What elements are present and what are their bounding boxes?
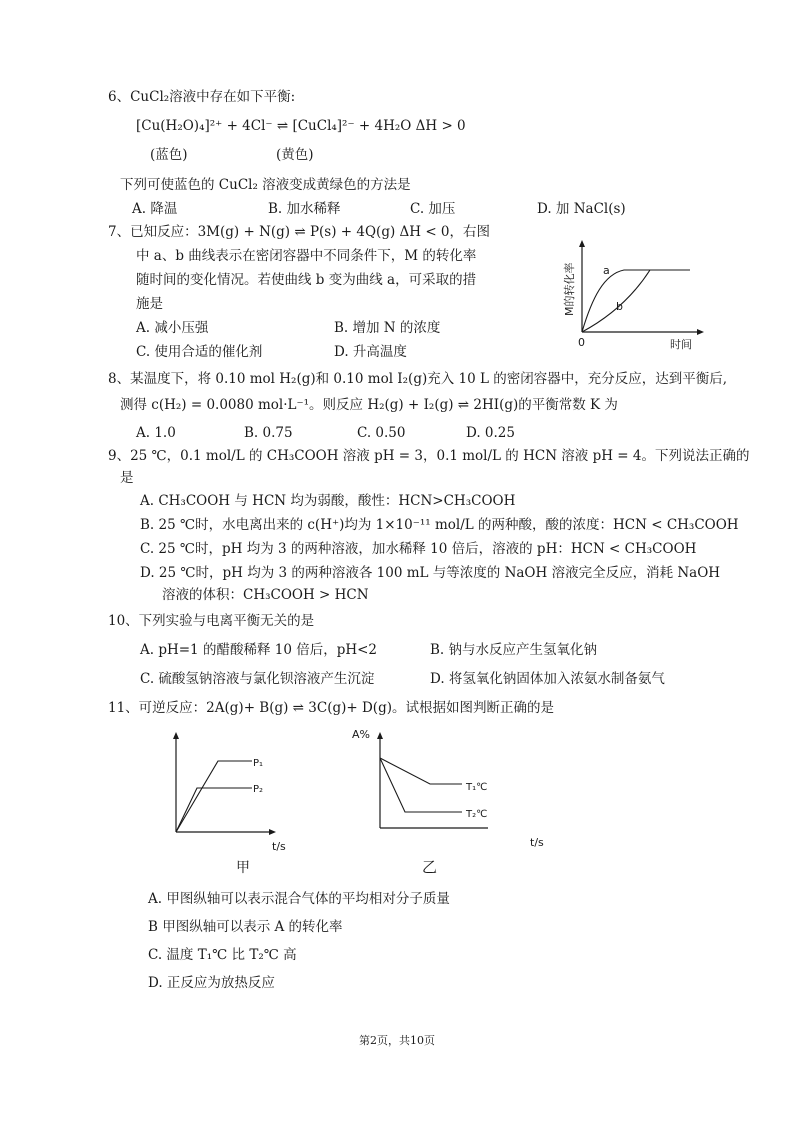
q9-line2: 是 — [120, 470, 134, 486]
q6-equation: [Cu(H₂O)₄]²⁺ + 4Cl⁻ ⇌ [CuCl₄]²⁻ + 4H₂O ΔH > 0 — [136, 118, 466, 134]
yi-curve-t1 — [380, 758, 462, 784]
q7-origin-label: 0 — [578, 336, 585, 349]
q6-option-c: C. 加压 — [410, 201, 456, 217]
jia-x-axis-arrow — [269, 829, 276, 835]
yi-y-axis-arrow — [377, 732, 383, 739]
q6-question: 下列可使蓝色的 CuCl₂ 溶液变成黄绿色的方法是 — [120, 177, 411, 193]
q7-y-axis-arrow — [579, 240, 585, 247]
q7-line4: 施是 — [136, 296, 163, 312]
q11-option-c: C. 温度 T₁℃ 比 T₂℃ 高 — [148, 947, 297, 963]
q9-option-c: C. 25 ℃时，pH 均为 3 的两种溶液，加水稀释 10 倍后，溶液的 pH：HCN < CH₃COOH — [140, 541, 697, 557]
yi-x-label: t/s — [530, 836, 544, 849]
yi-caption: 乙 — [422, 858, 438, 876]
q7-line2: 中 a、b 曲线表示在密闭容器中不同条件下，M 的转化率 — [136, 248, 477, 264]
q7-line1: 7、已知反应：3M(g) + N(g) ⇌ P(s) + 4Q(g) ΔH < 0，右图 — [108, 224, 491, 240]
yi-t1-label: T₁℃ — [466, 782, 488, 793]
q7-line3: 随时间的变化情况。若使曲线 b 变为曲线 a，可采取的措 — [136, 272, 477, 288]
q8-option-d: D. 0.25 — [466, 425, 515, 441]
q11-stem: 11、可逆反应：2A(g)+ B(g) ⇌ 3C(g)+ D(g)。试根据如图判断正确的是 — [108, 700, 554, 716]
q7-curve-a-label: a — [603, 264, 610, 277]
q8-option-c: C. 0.50 — [357, 425, 406, 441]
q6-option-b: B. 加水稀释 — [268, 201, 341, 217]
q8-option-a: A. 1.0 — [136, 425, 176, 441]
jia-curve-p2 — [176, 788, 252, 832]
jia-p1-label: P₁ — [253, 758, 264, 769]
q11-graph-jia — [160, 724, 290, 884]
q10-option-a: A. pH=1 的醋酸稀释 10 倍后，pH<2 — [140, 642, 378, 658]
q6-option-d: D. 加 NaCl(s) — [537, 201, 626, 217]
q10-option-b: B. 钠与水反应产生氢氧化钠 — [430, 642, 598, 658]
q7-option-d: D. 升高温度 — [334, 344, 407, 360]
q10-option-c: C. 硫酸氢钠溶液与氯化钡溶液产生沉淀 — [140, 671, 375, 687]
jia-p2-label: P₂ — [253, 784, 264, 795]
jia-caption: 甲 — [236, 860, 250, 876]
q6-label-blue: (蓝色) — [150, 147, 188, 163]
yi-curve-t2 — [380, 758, 462, 812]
jia-curve-p1 — [176, 761, 252, 832]
q7-option-c: C. 使用合适的催化剂 — [136, 344, 263, 360]
q9-option-d-line2: 溶液的体积：CH₃COOH > HCN — [162, 587, 369, 603]
q7-option-a: A. 减小压强 — [136, 320, 209, 336]
q9-option-a: A. CH₃COOH 与 HCN 均为弱酸，酸性：HCN>CH₃COOH — [140, 493, 516, 509]
q6-option-a: A. 降温 — [132, 201, 178, 217]
q10-stem: 10、下列实验与电离平衡无关的是 — [108, 613, 315, 629]
q7-option-b: B. 增加 N 的浓度 — [334, 320, 441, 336]
q9-line1: 9、25 ℃，0.1 mol/L 的 CH₃COOH 溶液 pH = 3，0.1 mol/L 的 HCN 溶液 pH = 4。下列说法正确的 — [108, 448, 750, 464]
q7-x-axis-arrow — [697, 329, 704, 335]
q11-option-b: B 甲图纵轴可以表示 A 的转化率 — [148, 919, 343, 935]
q8-line1: 8、某温度下，将 0.10 mol H₂(g)和 0.10 mol I₂(g)充入 10 L 的密闭容器中，充分反应，达到平衡后, — [108, 371, 728, 387]
q7-y-label: M的转化率 — [563, 262, 576, 316]
q11-graph-yi — [350, 724, 560, 884]
q9-option-b: B. 25 ℃时，水电离出来的 c(H⁺)均为 1×10⁻¹¹ mol/L 的两种酸，酸的浓度：HCN < CH₃COOH — [140, 517, 739, 533]
q11-option-a: A. 甲图纵轴可以表示混合气体的平均相对分子质量 — [148, 891, 450, 907]
q7-curve-b-label: b — [616, 300, 623, 313]
q9-option-d-line1: D. 25 ℃时，pH 均为 3 的两种溶液各 100 mL 与等浓度的 NaOH 溶液完全反应，消耗 NaOH — [140, 565, 721, 581]
q7-conversion-graph — [558, 236, 708, 354]
q7-x-label: 时间 — [670, 338, 692, 351]
jia-x-label: t/s — [272, 840, 286, 853]
yi-y-label: A% — [352, 728, 370, 741]
q6-stem: 6、CuCl₂溶液中存在如下平衡: — [108, 89, 296, 105]
q10-option-d: D. 将氢氧化钠固体加入浓氨水制备氨气 — [430, 671, 665, 687]
yi-t2-label: T₂℃ — [466, 809, 488, 820]
q8-option-b: B. 0.75 — [244, 425, 293, 441]
q8-line2: 测得 c(H₂) = 0.0080 mol·L⁻¹。则反应 H₂(g) + I₂(g) ⇌ 2HI(g)的平衡常数 K 为 — [120, 397, 618, 413]
jia-y-axis-arrow — [173, 732, 179, 739]
page-number-footer: 第2页，共10页 — [359, 1034, 435, 1047]
q11-option-d: D. 正反应为放热反应 — [148, 975, 275, 991]
q6-label-yellow: (黄色) — [276, 147, 314, 163]
